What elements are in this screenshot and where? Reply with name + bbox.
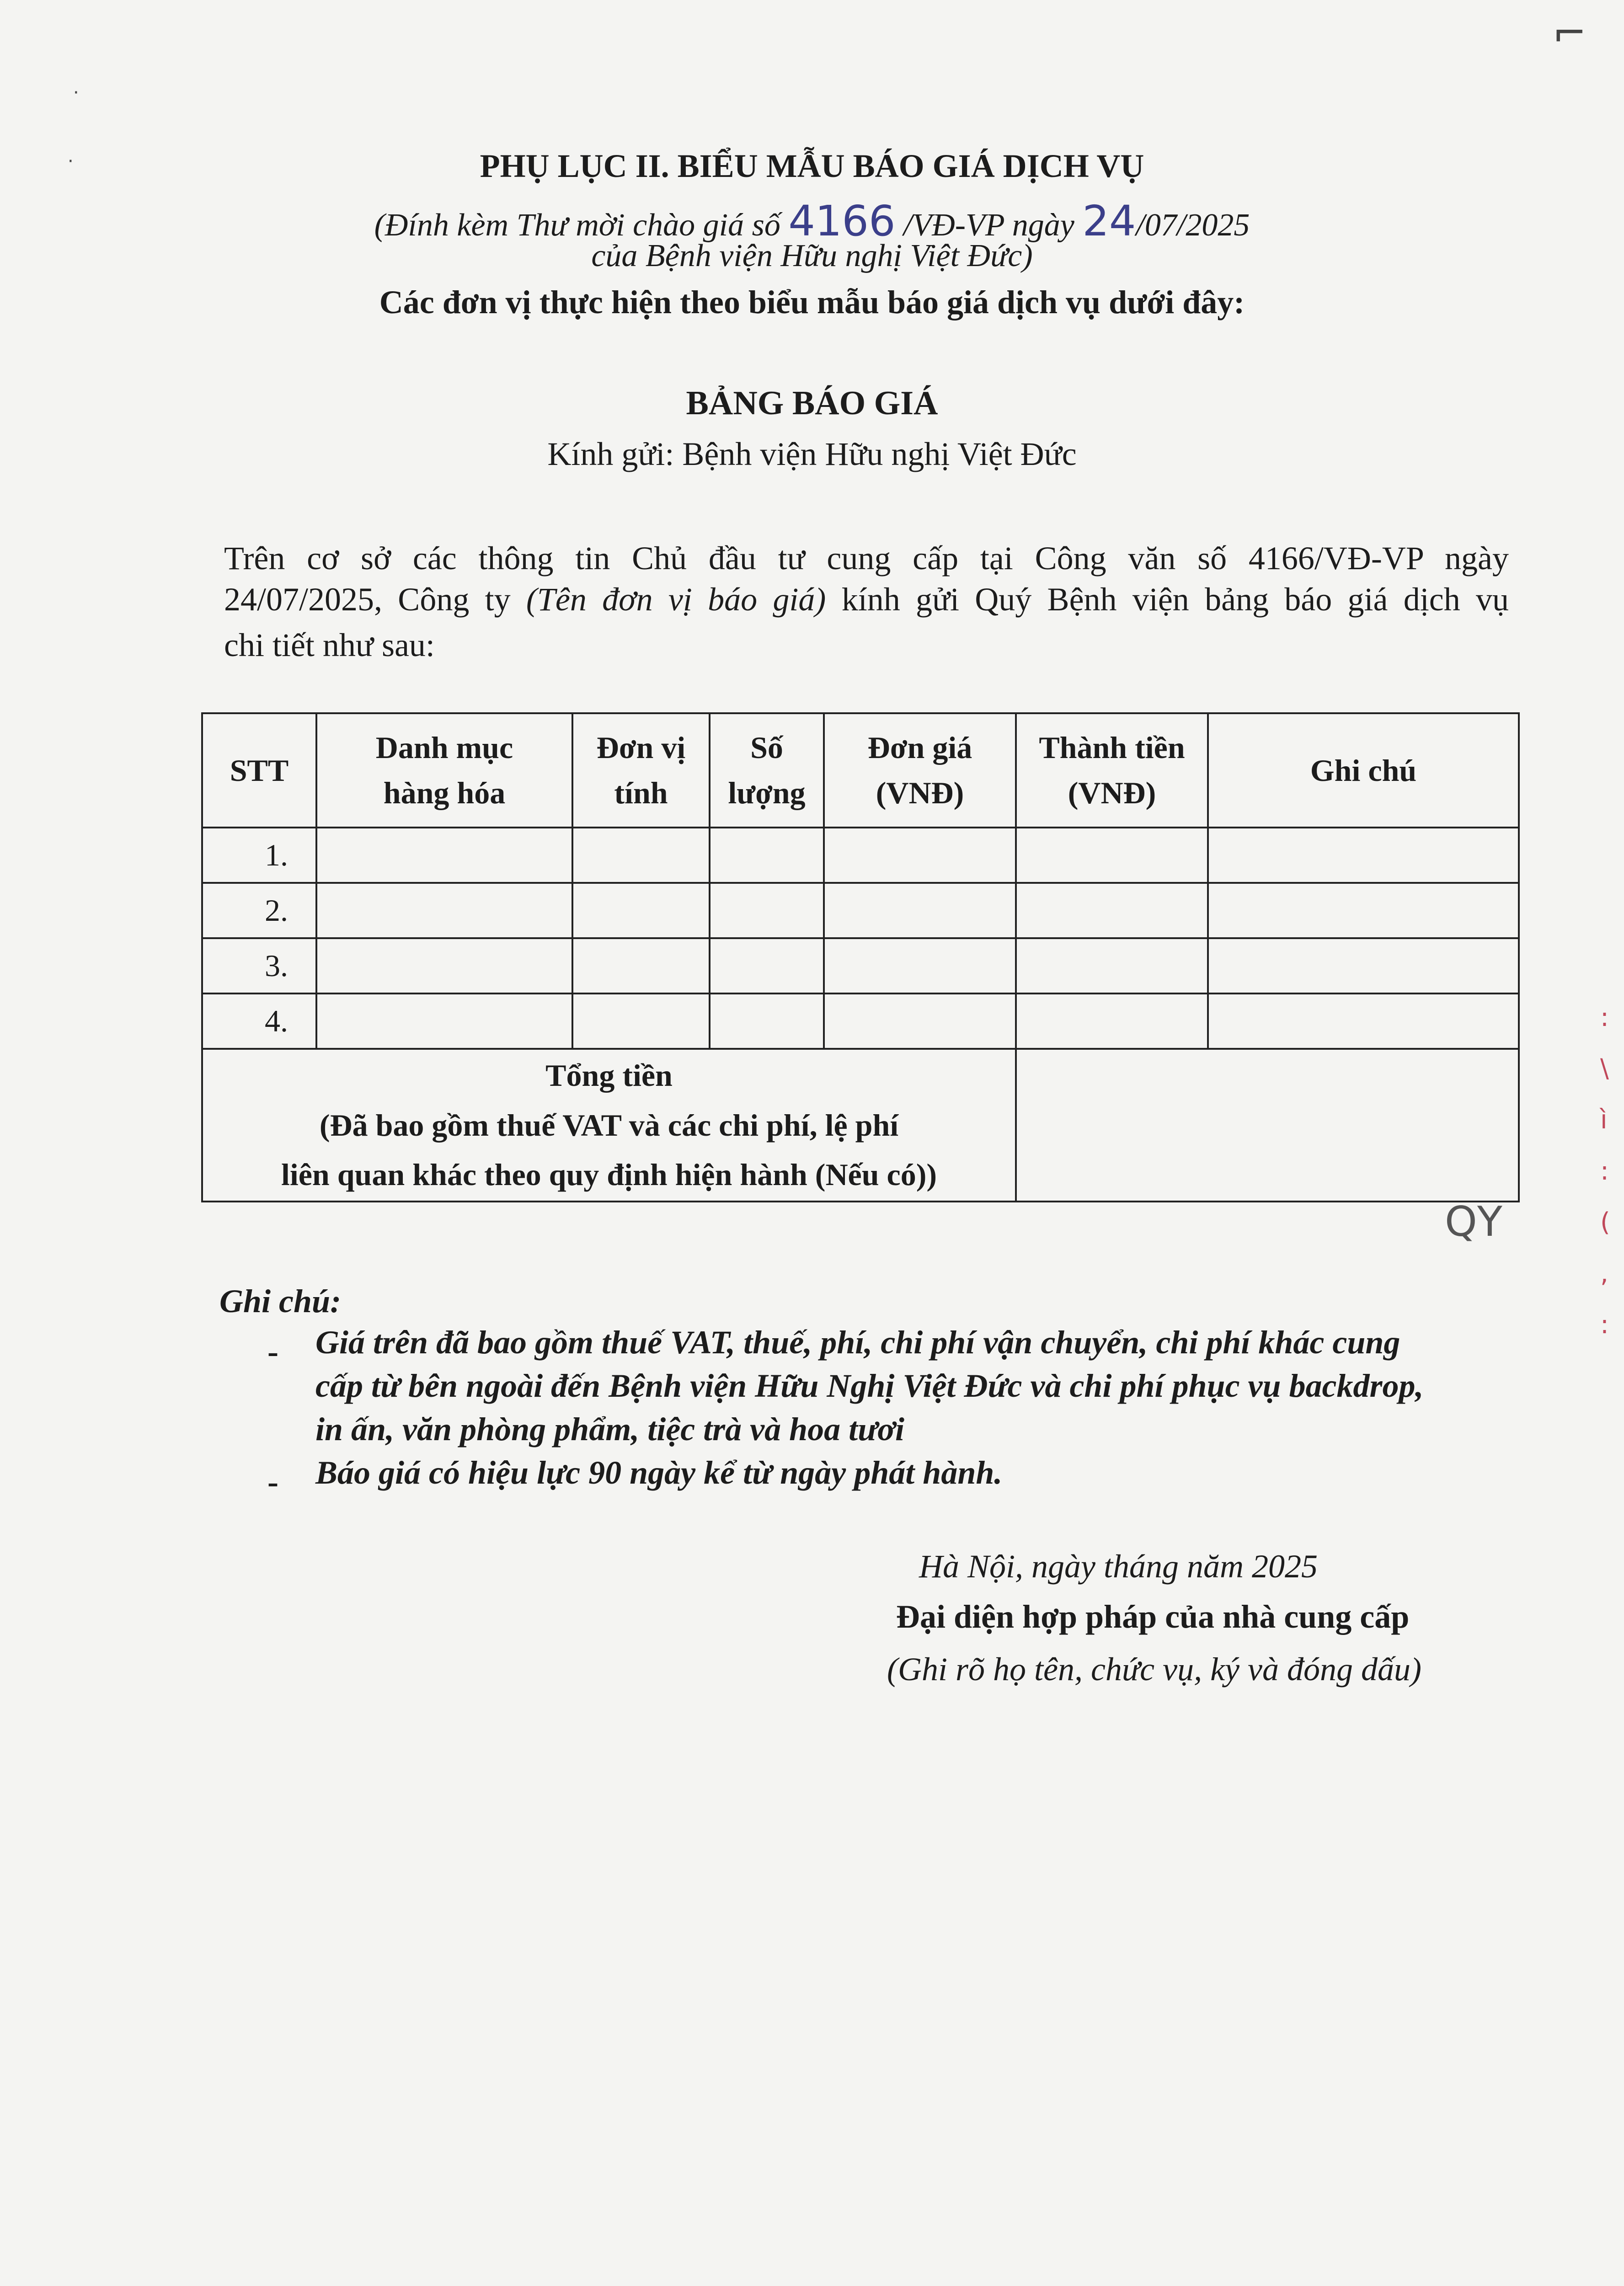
header-quantity: Số lượng <box>710 713 824 828</box>
cell-unit[interactable] <box>572 993 710 1049</box>
attach-prefix: (Đính kèm Thư mời chào giá số <box>374 208 780 243</box>
table-header-row <box>202 713 1519 828</box>
hospital-line: của Bệnh viện Hữu nghị Việt Đức) <box>591 238 1033 273</box>
handwritten-number: 4166 <box>788 197 896 246</box>
cell-amount[interactable] <box>1016 993 1208 1049</box>
table-total-row <box>202 1049 1519 1202</box>
handwritten-initials: QY <box>1445 1198 1502 1246</box>
scan-edge-marks: : \ ì : ( , : <box>1600 1003 1610 1340</box>
bullet-dash: - <box>267 1463 278 1500</box>
table-row <box>202 993 1519 1049</box>
cell-unit-price[interactable] <box>824 993 1016 1049</box>
cell-quantity[interactable] <box>710 993 824 1049</box>
cell-amount[interactable] <box>1016 938 1208 993</box>
cell-item[interactable] <box>316 993 572 1049</box>
row-number: 3. <box>202 938 316 993</box>
cell-unit[interactable] <box>572 938 710 993</box>
cell-quantity[interactable] <box>710 883 824 938</box>
scan-dot: · <box>68 151 74 172</box>
paragraph-line-3: chi tiết như sau: <box>224 627 435 663</box>
para-text-a: 24/07/2025, Công ty <box>224 581 511 618</box>
quote-table <box>201 712 1520 1202</box>
instruction-line: Các đơn vị thực hiện theo biểu mẫu báo giá dịch vụ dưới đây: <box>379 284 1245 320</box>
attach-mid: /VĐ-VP ngày <box>903 208 1074 243</box>
cell-note[interactable] <box>1208 828 1519 883</box>
note-1-line-3: in ấn, văn phòng phẩm, tiệc trà và hoa tươi <box>315 1411 904 1447</box>
header-note: Ghi chú <box>1208 713 1519 828</box>
cell-unit-price[interactable] <box>824 883 1016 938</box>
signature-date-line: Hà Nội, ngày tháng năm 2025 <box>919 1548 1318 1585</box>
row-number: 2. <box>202 883 316 938</box>
company-placeholder: (Tên đơn vị báo giá) <box>526 581 826 618</box>
table-row <box>202 883 1519 938</box>
document-title: PHỤ LỤC II. BIỂU MẪU BÁO GIÁ DỊCH VỤ <box>480 148 1144 184</box>
cell-note[interactable] <box>1208 883 1519 938</box>
cell-quantity[interactable] <box>710 938 824 993</box>
row-number: 4. <box>202 993 316 1049</box>
header-stt: STT <box>202 713 316 828</box>
table-row <box>202 828 1519 883</box>
total-label: Tổng tiền (Đã bao gồm thuế VAT và các chi phí, lệ phí liên quan khác theo quy định hiện hành (Nếu có)) <box>202 1049 1016 1202</box>
bullet-dash: - <box>267 1333 278 1370</box>
table-row <box>202 938 1519 993</box>
handwritten-day: 24 <box>1082 197 1136 246</box>
note-1-line-1: Giá trên đã bao gồm thuế VAT, thuế, phí, chi phí vận chuyển, chi phí khác cung <box>315 1324 1400 1361</box>
note-1-line-2: cấp từ bên ngoài đến Bệnh viện Hữu Nghị Việt Đức và chi phí phục vụ backdrop, <box>315 1367 1424 1404</box>
note-2: Báo giá có hiệu lực 90 ngày kể từ ngày phát hành. <box>315 1454 1003 1491</box>
paragraph-line-1: Trên cơ sở các thông tin Chủ đầu tư cung cấp tại Công văn số 4166/VĐ-VP ngày <box>224 540 1509 577</box>
cell-unit[interactable] <box>572 828 710 883</box>
cell-note[interactable] <box>1208 938 1519 993</box>
cell-item[interactable] <box>316 883 572 938</box>
signature-title: Đại diện hợp pháp của nhà cung cấp <box>896 1598 1410 1635</box>
cell-note[interactable] <box>1208 993 1519 1049</box>
notes-heading: Ghi chú: <box>219 1283 342 1319</box>
header-unit-price: Đơn giá (VNĐ) <box>824 713 1016 828</box>
cell-unit[interactable] <box>572 883 710 938</box>
header-unit: Đơn vị tính <box>572 713 710 828</box>
header-item: Danh mục hàng hóa <box>316 713 572 828</box>
paragraph-line-2 <box>224 583 1509 616</box>
signature-instruction: (Ghi rõ họ tên, chức vụ, ký và đóng dấu) <box>887 1651 1421 1688</box>
scan-mark-corner: ⌐ <box>1552 9 1587 57</box>
cell-amount[interactable] <box>1016 828 1208 883</box>
total-amount-cell[interactable] <box>1016 1049 1519 1202</box>
cell-unit-price[interactable] <box>824 828 1016 883</box>
cell-quantity[interactable] <box>710 828 824 883</box>
cell-amount[interactable] <box>1016 883 1208 938</box>
para-text-c: kính gửi Quý Bệnh viện bảng báo giá dịch vụ <box>841 581 1509 618</box>
attach-suffix: /07/2025 <box>1136 208 1250 243</box>
cell-item[interactable] <box>316 828 572 883</box>
scan-dot: · <box>73 82 79 103</box>
recipient-line: Kính gửi: Bệnh viện Hữu nghị Việt Đức <box>547 436 1077 472</box>
cell-item[interactable] <box>316 938 572 993</box>
row-number: 1. <box>202 828 316 883</box>
cell-unit-price[interactable] <box>824 938 1016 993</box>
header-amount: Thành tiền (VNĐ) <box>1016 713 1208 828</box>
quote-title: BẢNG BÁO GIÁ <box>686 385 938 422</box>
